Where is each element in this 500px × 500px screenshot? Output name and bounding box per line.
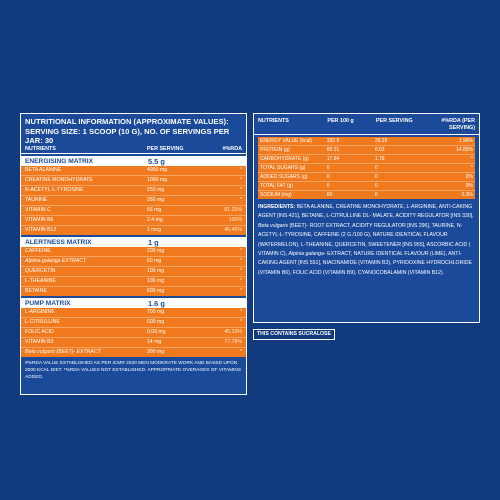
nutrient-rda: * xyxy=(239,258,242,264)
nutrient-name: CREATINE MONOHYDRATE xyxy=(25,177,93,183)
nutrient-value: 100 mg xyxy=(146,268,165,274)
per-100g-value: 0 xyxy=(326,165,330,171)
ingredients-italic: Alpinia galanga xyxy=(288,251,324,258)
section-amount: 1 g xyxy=(148,237,159,247)
nutrient-value: 250 mg xyxy=(146,197,165,203)
nutrient-value: 50 mg xyxy=(146,258,162,264)
table-row xyxy=(258,182,475,191)
section-header xyxy=(21,298,246,308)
table-row xyxy=(21,216,246,226)
nutrient-name: N-ACETYL-L-TYROSINE xyxy=(25,187,84,193)
table-row xyxy=(21,328,246,338)
ingredients-part: - EXTRACT, NATURE IDENTICAL FLAVOUR (LIME), ANTI-CAKING AGENT [INS 551], NIACINAMIDE (VITAMIN B3), PYRIDOXINE HYDROCHLORIDE (VITAMIN B6), FOLIC ACID (VITAMIN B9), CYANOCOBALAMIN (VITAMIN B12). xyxy=(258,251,472,276)
nutrient-rda: * xyxy=(239,167,242,173)
per-100g-value: 60.31 xyxy=(326,147,340,153)
table-row xyxy=(258,146,475,155)
table-row xyxy=(258,164,475,173)
nutrient-name: CARBOHYDRATE (g) xyxy=(260,156,309,162)
nutrient-value: 1000 mg xyxy=(146,177,168,183)
nutrient-rda: * xyxy=(239,349,242,355)
matrix-sections xyxy=(21,156,246,357)
table-row xyxy=(258,137,475,146)
table-row xyxy=(21,287,246,296)
nutrient-rda: * xyxy=(239,309,242,315)
table-row xyxy=(21,277,246,287)
serving-info: SERVING SIZE: 1 SCOOP (10 G), NO. OF SERVINGS PER JAR: 30 xyxy=(25,127,230,145)
nutrient-name: L-ARGININE xyxy=(25,309,55,315)
nutrient-value: 200 mg xyxy=(146,248,165,254)
nutrient-rda: * xyxy=(239,187,242,193)
nutrient-rda: * xyxy=(239,288,242,294)
table-row xyxy=(258,155,475,164)
nutrient-value: 65 mg xyxy=(146,207,162,213)
table-row xyxy=(21,247,246,257)
ingredients-part: (BEET)- ROOT EXTRACT, ACIDITY REGULATOR [INS 296], TAURINE, N-ACETYL-L-TYROSINE, CAFFEINE (2 G /100 G), NATURE IDENTICAL FLAVOUR (WATERMELON), L-THEANINE, QUERCETIN, SWEETENER [INS 955], ASCORBIC ACID ( VITAMIN C), xyxy=(258,222,471,258)
table-row xyxy=(21,226,246,235)
nutrient-value: 250 mg xyxy=(146,187,165,193)
table-row xyxy=(258,173,475,182)
section-header xyxy=(21,237,246,247)
table-row xyxy=(21,166,246,176)
header-per-serving: PER SERVING xyxy=(375,118,413,124)
table-row xyxy=(21,176,246,186)
nutrient-rda: * xyxy=(239,197,242,203)
rda-footnote: #%RDA VALUE ESTABLISHED AS PER ICMR 2020 MEN MODERATE WORK AND BASED UPON 2000 KCAL DIET. *%RDA VALUES NOT ESTABLISHED. APPROPRIATE OVERAGES OF VITAMINS ADDED. xyxy=(25,361,242,380)
nutrient-value: 4000 mg xyxy=(146,167,168,173)
header-nutrients: NUTRIENTS xyxy=(258,118,289,124)
nutrient-name: VITAMIN B12 xyxy=(25,227,57,233)
nutrient-value: 0.09 mg xyxy=(146,329,166,335)
nutrient-rda: * xyxy=(239,268,242,274)
section-rows xyxy=(21,247,246,296)
per-serving-value: 0 xyxy=(374,165,378,171)
per-100g-value: 392.8 xyxy=(326,138,340,144)
nutrient-name: PROTEIN (g) xyxy=(260,147,290,153)
nutrition-panel-right xyxy=(253,113,480,323)
ingredients-text xyxy=(254,199,479,278)
nutrient-name: QUERCETIN xyxy=(25,268,56,274)
nutrient-rda: 77.78% xyxy=(224,339,242,345)
per-100g-value: 0 xyxy=(326,174,330,180)
section-amount: 5.5 g xyxy=(148,156,165,166)
nutrient-rda: 45.33% xyxy=(224,329,242,335)
nutrient-name: FOLIC ACID xyxy=(25,329,54,335)
ingredients-italic: Beta vulgaris xyxy=(258,222,288,229)
nutrient-name: VITAMIN C xyxy=(25,207,51,213)
nutrient-name: BETAINE xyxy=(25,288,47,294)
nutrient-value: 600 mg xyxy=(146,319,165,325)
ingredients-part: BETA ALANINE, CREATINE MONOHYDRATE, L-ARGININE, ANTI-CAKING AGENT [INS 421], BETAINE, L-CITRULLINE DL- MALATE, ACIDITY REGULATOR [INS 330], xyxy=(258,204,474,220)
nutrient-rda: 45.45% xyxy=(224,227,242,233)
table-row xyxy=(258,191,475,199)
header-rda: #%RDA xyxy=(222,146,242,152)
per-serving-value: 0 xyxy=(374,174,378,180)
table-row xyxy=(21,186,246,196)
nutrient-name: ADDED SUGARS (g) xyxy=(260,174,308,180)
nutrient-rda: * xyxy=(239,319,242,325)
header-rda-per-serving: #%RDA (PER SERVING) xyxy=(441,118,475,131)
per-serving-value: 1.78 xyxy=(374,156,385,162)
nutrient-value: 1 mcg xyxy=(146,227,162,233)
nutrient-rda: * xyxy=(239,177,242,183)
nutrient-name: Beta vulgaris (BEET)- EXTRACT xyxy=(25,349,101,355)
nutrient-value: 300 mg xyxy=(146,349,165,355)
per-serving-value: 6.03 xyxy=(374,147,385,153)
per-serving-value: 0 xyxy=(374,183,378,189)
nutrient-name: ENERGY VALUE (kcal) xyxy=(260,138,313,144)
nutrient-name: TAURINE xyxy=(25,197,48,203)
nutrient-name: TOTAL SUGARS (g) xyxy=(260,165,306,171)
per-100g-value: 60 xyxy=(326,192,333,198)
section-amount: 1.6 g xyxy=(148,298,165,308)
nutrient-value: 14 mg xyxy=(146,339,162,345)
nutrient-rda: * xyxy=(239,248,242,254)
nutrient-name: CAFFEINE xyxy=(25,248,51,254)
nutrient-name: L-THEANINE xyxy=(25,278,56,284)
header-nutrients: NUTRIENTS xyxy=(25,146,56,152)
section-header xyxy=(21,156,246,166)
header-per-serving: PER SERVING xyxy=(146,146,184,152)
table-row xyxy=(21,318,246,328)
section-name: PUMP MATRIX xyxy=(25,299,71,307)
table-row xyxy=(21,348,246,357)
rda-value: 0% xyxy=(465,183,473,189)
ingredients-label: INGREDIENTS: xyxy=(258,204,296,210)
section-rows xyxy=(21,166,246,235)
nutrient-value: 600 mg xyxy=(146,288,165,294)
nutrient-rda: 81.25% xyxy=(224,207,242,213)
nutrient-name: Alpinia galanga EXTRACT xyxy=(25,258,87,264)
rda-value: 0% xyxy=(465,174,473,180)
nutrient-value: 700 mg xyxy=(146,309,165,315)
section-rows xyxy=(21,308,246,357)
table-header xyxy=(21,146,246,154)
table-header xyxy=(254,114,479,135)
header-per-100g: PER 100 g xyxy=(327,118,354,124)
nutrient-name: VITAMIN B6 xyxy=(25,217,54,223)
table-row xyxy=(21,267,246,277)
nutrient-name: TOTAL FAT (g) xyxy=(260,183,294,189)
per-100g-value: 0 xyxy=(326,183,330,189)
rda-value: * xyxy=(471,165,473,171)
nutrient-name: L-CITRULLINE xyxy=(25,319,60,325)
table-row xyxy=(21,308,246,318)
nutrient-name: BETA ALANINE xyxy=(25,167,62,173)
rda-value: * xyxy=(471,156,473,162)
rda-value: 14.85% xyxy=(456,147,473,153)
nutrient-rda: * xyxy=(239,278,242,284)
section-name: ENERGISING MATRIX xyxy=(25,157,94,165)
per-serving-value: 39.28 xyxy=(374,138,388,144)
rda-value: 1.96% xyxy=(458,138,473,144)
section-name: ALERTNESS MATRIX xyxy=(25,238,92,246)
nutrient-name: VITAMIN B3 xyxy=(25,339,54,345)
per-100g-value: 17.84 xyxy=(326,156,340,162)
table-row xyxy=(21,257,246,267)
table-row xyxy=(21,338,246,348)
per-serving-value: 6 xyxy=(374,192,378,198)
nutrient-value: 100 mg xyxy=(146,278,165,284)
table-row xyxy=(21,196,246,206)
nutrient-name: SODIUM (mg) xyxy=(260,192,292,198)
nutrition-panel-left xyxy=(20,113,247,395)
rda-value: 0.3% xyxy=(461,192,473,198)
panel-title: NUTRITIONAL INFORMATION (APPROXIMATE VALUES): xyxy=(25,117,229,126)
nutrient-value: 2.4 mg xyxy=(146,217,163,223)
table-row xyxy=(21,206,246,216)
nutrient-rows xyxy=(258,137,475,199)
nutrient-rda: 100% xyxy=(228,217,242,223)
sucralose-note: THIS CONTAINS SUCRALOSE xyxy=(253,329,335,340)
